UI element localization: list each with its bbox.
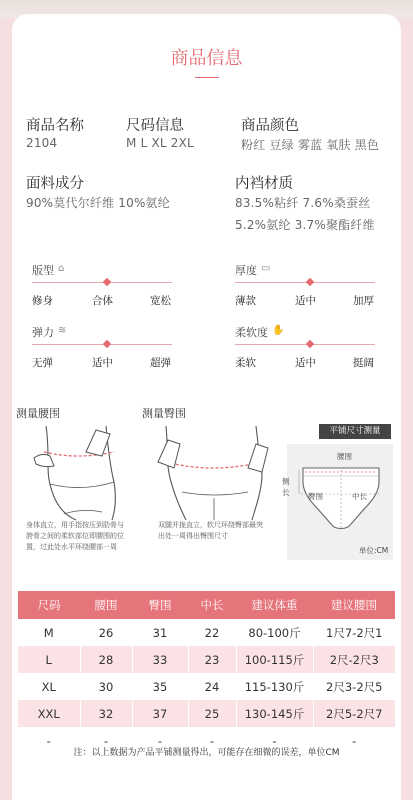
fabric-icon: ▭ [261, 263, 271, 274]
slider-option: 合体 [92, 295, 113, 307]
table-header-cell: 尺码 [18, 591, 80, 619]
slider-option: 修身 [32, 295, 53, 307]
hanger-icon: ⌂ [58, 263, 65, 274]
waist-figure-illustration [16, 422, 136, 522]
section-title: 商品信息 [170, 48, 243, 69]
hip-figure-illustration [152, 422, 272, 522]
waist-measure-title: 测量腰围 [16, 407, 60, 420]
table-cell: - [236, 727, 313, 754]
flat-mid-label: 中长 [352, 492, 367, 501]
table-cell: 24 [188, 673, 236, 700]
waist-measure-note: 身体直立，用手指按压到肋骨与胯骨之间的柔软部位即腰围的位置，过此处水平环绕腰部一周 [26, 521, 124, 551]
hip-measure-title: 测量臀围 [142, 407, 186, 420]
flat-measure-title: 平铺尺寸测量 [319, 424, 391, 439]
slider-marker [103, 278, 111, 286]
table-cell: - [18, 727, 80, 754]
table-row [18, 673, 395, 700]
flat-waist-label: 腰围 [337, 452, 352, 461]
table-cell: 115-130斤 [236, 673, 313, 700]
slider-label: 柔软度 [235, 326, 268, 339]
lining-value-2: 5.2%氨纶 3.7%聚酯纤维 [235, 218, 375, 232]
product-color-value: 粉红 豆绿 雾蓝 氧肤 黑色 [241, 138, 380, 152]
table-cell: 26 [80, 619, 132, 646]
slider-label: 版型 [32, 264, 54, 277]
table-cell: - [80, 727, 132, 754]
table-cell: 100-115斤 [236, 646, 313, 673]
table-cell: 25 [188, 700, 236, 727]
table-header-cell: 建议腰围 [313, 591, 395, 619]
hip-measure-note: 双腿并拢直立，软尺环绕臀部最突出处一周得出臀围尺寸 [158, 521, 263, 540]
lining-label: 内裆材质 [235, 176, 293, 192]
table-cell: 28 [80, 646, 132, 673]
size-info-value: M L XL 2XL [126, 136, 194, 150]
size-info-label: 尺码信息 [126, 118, 184, 134]
slider-option: 适中 [295, 295, 316, 307]
hand-icon: ✋ [272, 325, 285, 336]
table-row [18, 646, 395, 673]
table-cell: 23 [188, 646, 236, 673]
table-cell: XXL [18, 700, 80, 727]
table-cell: XL [18, 673, 80, 700]
product-info-card [12, 14, 401, 800]
slider-option: 挺阔 [353, 357, 374, 369]
table-cell: 31 [132, 619, 188, 646]
slider-marker [103, 340, 111, 348]
table-cell: 35 [132, 673, 188, 700]
lining-value-1: 83.5%粘纤 7.6%桑蚕丝 [235, 196, 371, 210]
product-name-label: 商品名称 [26, 118, 84, 134]
table-cell: 33 [132, 646, 188, 673]
table-footnote: 注：以上数据为产品平铺测量得出，可能存在细微的误差，单位CM [73, 748, 340, 758]
table-cell: 37 [132, 700, 188, 727]
wave-icon: ≋ [58, 325, 67, 336]
table-cell: L [18, 646, 80, 673]
table-cell: 1尺7-2尺1 [326, 625, 383, 640]
table-cell: 22 [188, 619, 236, 646]
table-cell: - [188, 727, 236, 754]
slider-option: 加厚 [353, 295, 374, 307]
slider-label: 弹力 [32, 326, 54, 339]
table-row [18, 700, 395, 727]
table-cell: 2尺3-2尺5 [326, 679, 383, 694]
table-header-cell: 建议体重 [236, 591, 313, 619]
title-underline [195, 77, 219, 78]
slider-option: 无弹 [32, 357, 53, 369]
slider-option: 超弹 [150, 357, 171, 369]
product-color-label: 商品颜色 [241, 118, 299, 134]
product-name-value: 2104 [26, 136, 58, 150]
table-header-cell: 腰围 [80, 591, 132, 619]
underwear-flat-icon [295, 464, 387, 540]
flat-hip-label: 臀围 [308, 492, 323, 501]
table-cell: 30 [80, 673, 132, 700]
table-cell: 2尺-2尺3 [313, 646, 395, 673]
flat-side-label: 侧长 [282, 477, 290, 497]
slider-option: 薄款 [235, 295, 256, 307]
slider-label: 厚度 [235, 264, 257, 277]
table-header-cell: 中长 [188, 591, 236, 619]
table-row [18, 619, 395, 646]
slider-marker [306, 340, 314, 348]
table-cell: 130-145斤 [236, 700, 313, 727]
slider-option: 适中 [295, 357, 316, 369]
fabric-label: 面料成分 [26, 176, 84, 192]
table-cell: - [352, 733, 357, 748]
table-header-cell: 臀围 [132, 591, 188, 619]
table-cell: - [132, 727, 188, 754]
slider-option: 柔软 [235, 357, 256, 369]
table-cell: 2尺5-2尺7 [313, 700, 395, 727]
table-cell: 32 [80, 700, 132, 727]
size-chart-table [18, 591, 395, 754]
unit-label: 单位:CM [359, 546, 389, 555]
fabric-value: 90%莫代尔纤维 10%氨纶 [26, 196, 170, 210]
table-cell: M [18, 619, 80, 646]
slider-option: 宽松 [150, 295, 171, 307]
slider-marker [306, 278, 314, 286]
slider-option: 适中 [92, 357, 113, 369]
table-cell: 80-100斤 [236, 619, 313, 646]
